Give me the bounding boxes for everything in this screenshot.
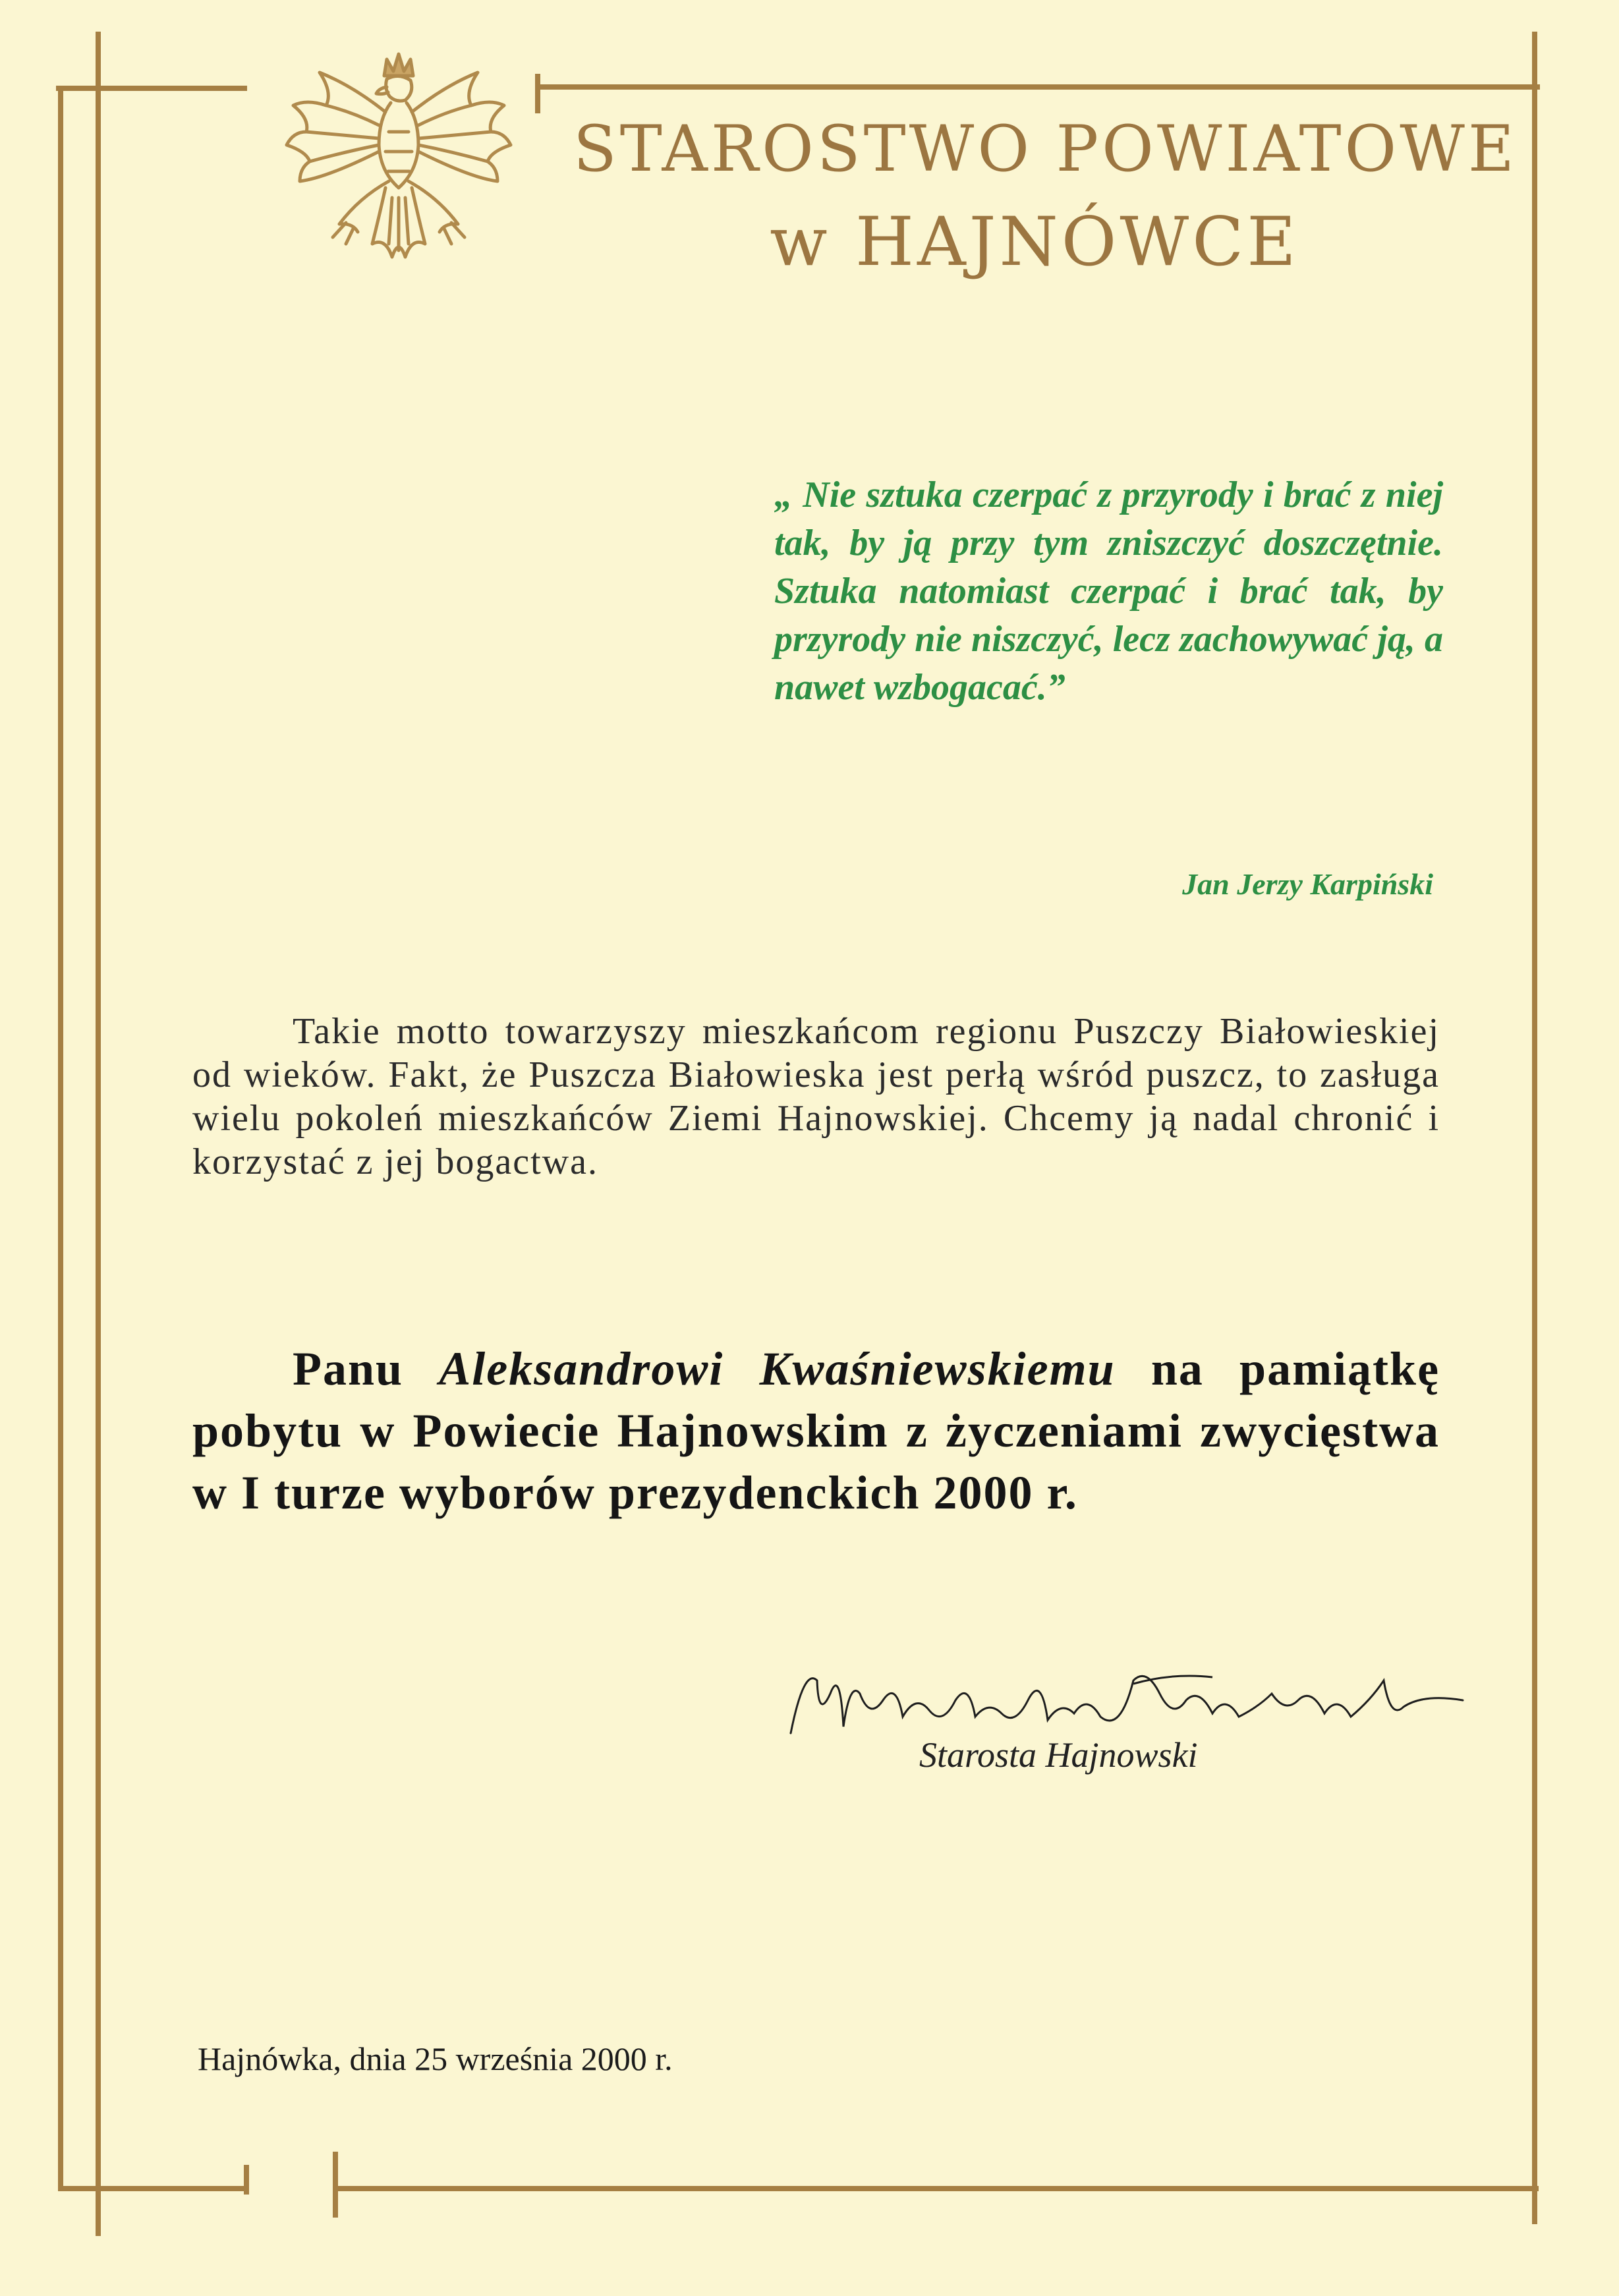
office-name-line2: w HAJNÓWCE [770,203,1299,281]
frame-right-outer [1532,32,1537,2200]
frame-bottom-right-corner-tick [1532,2152,1537,2224]
dedication-paragraph [192,1338,1440,1524]
frame-bottom-left-horizontal [58,2186,249,2191]
quote-author: Jan Jerzy Karpiński [1182,867,1433,901]
frame-left-outer [58,86,63,2188]
frame-bottom-right-horizontal [333,2186,1539,2191]
signatory-title: Starosta Hajnowski [919,1735,1198,1775]
motto-paragraph: Takie motto towarzyszy mieszkańcom regionu Puszczy Białowieskiej od wieków. Fakt, że Puszcza Białowieska jest perłą wśród puszcz, to zasługa wielu pokoleń mieszkańców Ziemi Hajnowskiej. Chcemy ją nadal chronić i korzystać z jej bogactwa. [192,1011,1440,1182]
dedication-salutation: Panu [293,1342,404,1395]
frame-top-right-tick [535,74,540,113]
motto-quote: „ Nie sztuka czerpać z przyrody i brać z niej tak, by ją przy tym zniszczyć doszczętnie. Sztuka natomiast czerpać i brać tak, by przyrody nie niszczyć, lecz zachowywać ją, a nawet wzbogacać.” [774,474,1443,708]
frame-bottom-right-tick [333,2152,338,2218]
date-line: Hajnówka, dnia 25 września 2000 r. [198,2040,673,2077]
dedication-body: na pamiątkę pobytu w Powiecie Hajnowskim z życzeniami zwycięstwa w I turze wyborów prezydenckich 2000 r. [192,1342,1440,1519]
frame-top-left-horizontal [56,86,247,91]
office-name-line1: STAROSTWO POWIATOWE [573,112,1518,186]
dedication-recipient: Aleksandrowi Kwaśniewskiemu [439,1342,1116,1395]
frame-bottom-left-tick [244,2165,249,2195]
frame-top-right-horizontal [535,84,1540,90]
eagle-emblem-icon [280,46,517,290]
frame-left-inner [96,32,101,2236]
